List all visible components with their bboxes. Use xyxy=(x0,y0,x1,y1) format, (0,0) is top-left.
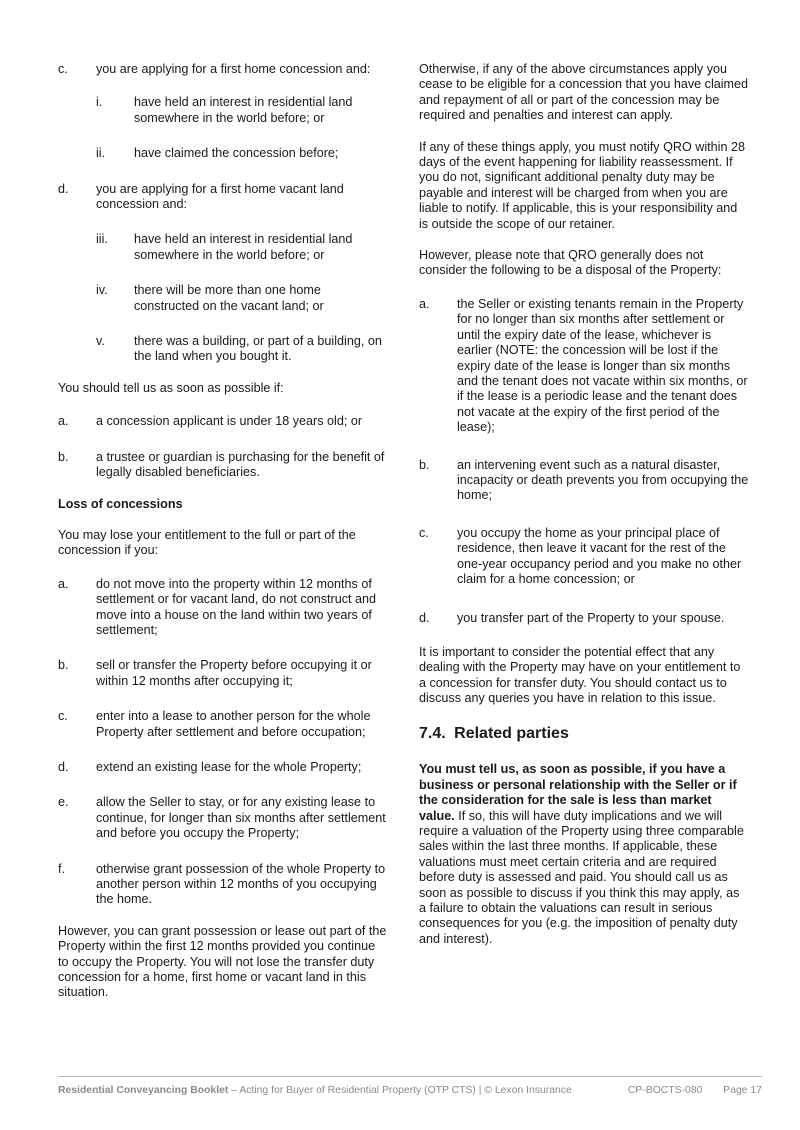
sub-list xyxy=(96,232,388,364)
list-item xyxy=(419,611,749,626)
list-marker: e. xyxy=(58,795,69,810)
list-text: a trustee or guardian is purchasing for the benefit of legally disabled beneficiaries. xyxy=(96,449,385,480)
section-title: Related parties xyxy=(454,725,569,743)
list-item xyxy=(96,232,388,263)
list-marker: b. xyxy=(58,449,69,464)
list-text: have held an interest in residential land somewhere in the world before; or xyxy=(134,95,353,125)
list-marker: a. xyxy=(58,576,69,591)
footer-meta xyxy=(628,1084,762,1097)
paragraph: It is important to consider the potential effect that any dealing with the Property may have on your entitlement to a concession for transfer duty. You should contact us to discuss any queries you have in relation to this issue. xyxy=(419,644,741,705)
list-item xyxy=(58,760,388,775)
paragraph: You should tell us as soon as possible if: xyxy=(58,380,284,395)
list-text: you are applying for a first home concession and: xyxy=(96,62,371,76)
list-text: the Seller or existing tenants remain in the Property for no longer than six months after settlement or until the expiry date of the lease, whichever is earlier (NOTE: the concession will be lost if the expiry date of the lease is longer than six months and the tenant does not vacate within six months, or if the lease is a periodic lease and the tenant does not vacate at the expiry of the first period of the lease); xyxy=(457,296,748,435)
list-item xyxy=(58,182,388,213)
sub-list xyxy=(96,95,388,161)
footer-code: CP-BOCTS-080 xyxy=(627,1085,703,1096)
list-text: you are applying for a first home vacant land concession and: xyxy=(96,181,344,212)
list-text: there was a building, or part of a building, on the land when you bought it. xyxy=(134,334,382,364)
list-item xyxy=(96,283,388,314)
list-item xyxy=(58,862,388,908)
list-text: an intervening event such as a natural disaster, incapacity or death prevents you from occupying the home; xyxy=(457,457,749,503)
list-item xyxy=(58,577,388,639)
paragraph: However, you can grant possession or lease out part of the Property within the first 12 months provided you continue to occupy the Property. You will not lose the transfer duty concession for a home, first home or vacant land in this situation. xyxy=(58,923,387,1000)
list-text: sell or transfer the Property before occupying it or within 12 months after occupying it; xyxy=(96,658,372,688)
list-marker: a. xyxy=(58,414,69,429)
list-marker: c. xyxy=(58,709,68,724)
list-marker: v. xyxy=(96,334,105,349)
paragraph-text: If so, this will have duty implications and we will require a valuation of the Property using three comparable sales within the last three months. If applicable, these valuations must meet certain criteria and are required before duty is assessed and paid. You should call us as soon as possible to discuss if you think this may apply, as a failure to obtain the valuations can result in serious consequences for you (e.g. the imposition of penalty duty and interest). xyxy=(419,808,744,946)
list-marker: c. xyxy=(58,62,68,76)
list-marker: b. xyxy=(58,658,69,673)
list-item xyxy=(58,62,388,77)
section-subheading: Loss of concessions xyxy=(58,496,183,511)
page-number: Page 17 xyxy=(723,1085,762,1096)
list-item xyxy=(96,334,388,365)
paragraph: However, please note that QRO generally does not consider the following to be a disposal of the Property: xyxy=(419,248,722,278)
paragraph: You may lose your entitlement to the full or part of the concession if you: xyxy=(58,527,356,558)
list-item xyxy=(419,526,749,588)
paragraph: Otherwise, if any of the above circumstances apply you cease to be eligible for a concession that you have claimed and repayment of all or part of the concession may be required and penalties and interest can apply. xyxy=(419,62,749,123)
paragraph: If any of these things apply, you must notify QRO within 28 days of the event happening for liability reassessment. If you do not, significant additional penalty duty may be payable and interest will be charged from when you are liable to notify. If applicable, this is your responsibility and is outside the scope of our retainer. xyxy=(419,139,745,231)
list-item xyxy=(58,795,388,841)
list-item xyxy=(58,414,388,429)
list-item xyxy=(96,146,388,161)
list-marker: iii. xyxy=(96,232,108,247)
list-marker: iv. xyxy=(96,283,108,298)
list-marker: i. xyxy=(96,95,103,110)
section-number: 7.4. xyxy=(419,725,446,743)
list-marker: a. xyxy=(419,296,430,311)
list-item xyxy=(58,658,388,689)
list-text: otherwise grant possession of the whole Property to another person within 12 months of you occupying the home. xyxy=(96,861,386,907)
section-heading xyxy=(419,724,749,744)
list-text: enter into a lease to another person for the whole Property after settlement and before occupation; xyxy=(96,709,371,739)
list-text: a concession applicant is under 18 years old; or xyxy=(96,414,363,429)
right-column xyxy=(419,62,749,947)
list-text: allow the Seller to stay, or for any existing lease to continue, for longer than six months after settlement and before you occupy the Property; xyxy=(96,795,386,841)
list-marker: d. xyxy=(58,181,69,196)
list-item xyxy=(419,458,749,504)
list-item xyxy=(58,450,388,481)
list-marker: d. xyxy=(419,611,430,626)
list-item xyxy=(419,297,749,436)
list-item xyxy=(58,709,388,740)
list-text: have claimed the concession before; xyxy=(134,146,339,161)
left-column xyxy=(58,62,388,1001)
footer-divider xyxy=(58,1076,762,1077)
list-marker: c. xyxy=(419,525,429,540)
list-marker: b. xyxy=(419,457,430,472)
bold-statement: You must tell us, as soon as possible, if you have a business or personal relationship with the Seller or if the consideration for the sale is less than market value. xyxy=(419,762,737,823)
footer-subtitle: – Acting for Buyer of Residential Property (OTP CTS) | © Lexon Insurance xyxy=(228,1085,572,1096)
list-marker: f. xyxy=(58,861,65,876)
paragraph xyxy=(419,762,749,947)
footer-document-title xyxy=(58,1084,572,1097)
list-text: you transfer part of the Property to your spouse. xyxy=(457,611,725,626)
list-text: you occupy the home as your principal place of residence, then leave it vacant for the rest of the one-year occupancy period and you make no other claim for a home concession; or xyxy=(457,525,742,586)
list-item xyxy=(96,95,388,126)
list-marker: ii. xyxy=(96,146,106,161)
list-marker: d. xyxy=(58,759,69,774)
list-text: there will be more than one home constructed on the vacant land; or xyxy=(134,283,324,313)
list-text: have held an interest in residential land somewhere in the world before; or xyxy=(134,232,353,262)
list-text: do not move into the property within 12 months of settlement or for vacant land, do not construct and move into a house on the land within two years of settlement; xyxy=(96,576,377,637)
list-text: extend an existing lease for the whole Property; xyxy=(96,759,362,774)
footer-title: Residential Conveyancing Booklet xyxy=(58,1085,229,1096)
